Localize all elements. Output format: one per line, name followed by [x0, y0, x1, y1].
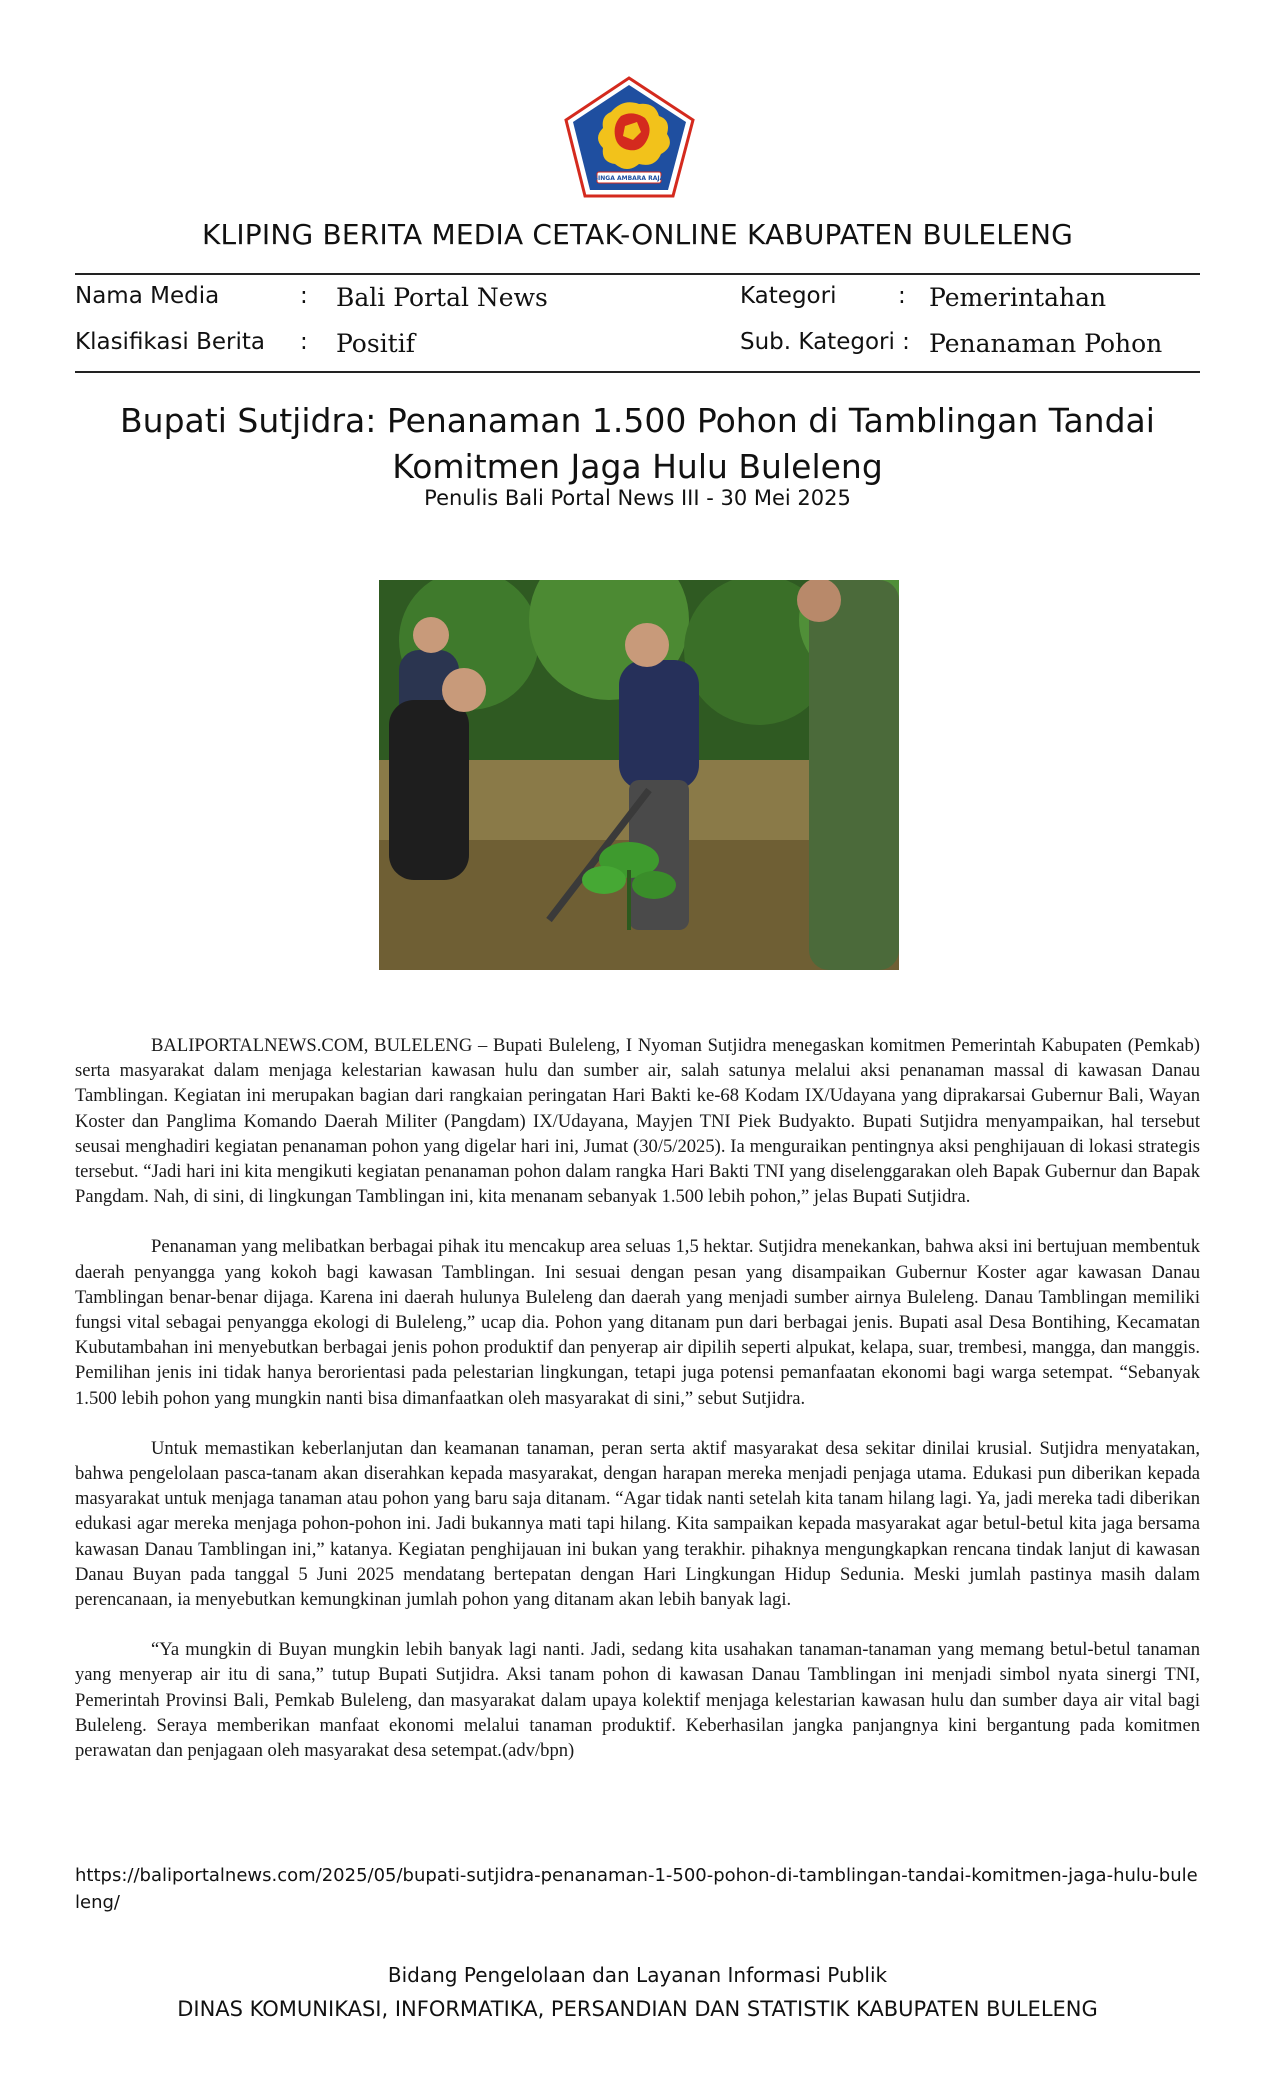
media-colon: : [300, 283, 308, 309]
category-colon: : [898, 283, 906, 309]
emblem-icon [563, 76, 696, 198]
article-paragraph: Untuk memastikan keberlanjutan dan keamanan tanaman, peran serta aktif masyarakat desa sekitar dinilai krusial. Sutjidra menyatakan, bahwa pengelolaan pasca-tanam akan diserahkan kepada masyarakat, dengan harapan mereka menjadi penjaga utama. Edukasi pun diberikan kepada masyarakat untuk menjaga tanaman atau pohon yang baru saja ditanam. “Agar tidak nanti setelah kita tanam hilang lagi. Ya, jadi mereka tadi diberikan edukasi agar mereka menjaga pohon-pohon ini. Jadi bukannya mati tapi hilang. Kita sampaikan kepada masyarakat agar betul-betul kita jaga bersama kawasan Danau Tamblingan ini,” katanya. Kegiatan penghijauan ini bukan yang terakhir. pihaknya mengungkapkan rencana tindak lanjut di kawasan Danau Buyan pada tanggal 5 Juni 2025 mendatang bertepatan dengan Hari Lingkungan Hidup Sedunia. Meski jumlah pastinya masih dalam perencanaan, ia menyebutkan kemungkinan jumlah pohon yang ditanam akan lebih banyak lagi. [75, 1437, 1200, 1611]
footer-agency: DINAS KOMUNIKASI, INFORMATIKA, PERSANDIAN DAN STATISTIK KABUPATEN BULELENG [177, 1997, 1098, 2021]
article-paragraph: BALIPORTALNEWS.COM, BULELENG – Bupati Buleleng, I Nyoman Sutjidra menegaskan komitmen Pemerintah Kabupaten (Pemkab) serta masyarakat dalam menjaga kelestarian kawasan hulu dan sumber air, salah satunya melalui aksi penanaman massal di kawasan Danau Tamblingan. Kegiatan ini merupakan bagian dari rangkaian peringatan Hari Bakti ke-68 Kodam IX/Udayana yang diprakarsai Gubernur Bali, Wayan Koster dan Panglima Komando Daerah Militer (Pangdam) IX/Udayana, Mayjen TNI Piek Budyakto. Bupati Sutjidra menyampaikan, hal tersebut seusai menghadiri kegiatan penanaman pohon yang digelar hari ini, Jumat (30/5/2025). Ia menguraikan pentingnya aksi penghijauan di lokasi strategis tersebut. “Jadi hari ini kita mengikuti kegiatan penanaman pohon dalam rangka Hari Bakti TNI yang diselenggarakan oleh Bapak Gubernur dan Bapak Pangdam. Nah, di sini, di lingkungan Tamblingan ini, kita menanam sebanyak 1.500 lebih pohon,” jelas Bupati Sutjidra. [75, 1035, 1200, 1208]
subcategory-value: Penanaman Pohon [929, 329, 1163, 358]
source-url: https://baliportalnews.com/2025/05/bupati-sutjidra-penanaman-1-500-pohon-di-tamblingan-tandai-komitmen-jaga-hulu-buleleng/ [75, 1865, 1198, 1913]
subcategory-label: Sub. Kategori : [740, 329, 910, 355]
article-byline: Penulis Bali Portal News III - 30 Mei 2025 [424, 486, 851, 510]
classification-colon: : [300, 329, 308, 355]
classification-value: Positif [336, 329, 415, 358]
buleleng-emblem-logo [563, 76, 696, 198]
category-value: Pemerintahan [929, 283, 1107, 312]
media-label: Nama Media [75, 283, 220, 309]
top-divider [75, 273, 1200, 275]
bottom-divider [75, 371, 1200, 373]
article-photo [379, 580, 899, 970]
article-paragraph: Penanaman yang melibatkan berbagai pihak itu mencakup area seluas 1,5 hektar. Sutjidra menekankan, bahwa aksi ini bertujuan membentuk daerah penyangga yang kokoh bagi kawasan Tamblingan. Ini sesuai dengan pesan yang disampaikan Gubernur Koster agar kawasan Danau Tamblingan benar-benar dijaga. Karena ini daerah hulunya Buleleng dan daerah yang menjadi sumber airnya Buleleng. Danau Tamblingan memiliki fungsi vital sebagai penyangga ekologi di Buleleng,” ucap dia. Pohon yang ditanam pun dari berbagai jenis. Bupati asal Desa Bontihing, Kecamatan Kubutambahan ini menyebutkan berbagai jenis pohon produktif dan penyerap air dipilih seperti alpukat, kelapa, suar, trembesi, mangga, dan manggis. Pemilihan jenis ini tidak hanya berorientasi pada pelestarian lingkungan, tetapi juga potensi pemanfaatan ekonomi bagi warga setempat. “Sebanyak 1.500 lebih pohon yang mungkin nanti bisa dimanfaatkan oleh masyarakat di sini,” sebut Sutjidra. [75, 1236, 1200, 1409]
logo-caption: SINGA AMBARA RAJA [593, 175, 665, 182]
masthead-title: KLIPING BERITA MEDIA CETAK-ONLINE KABUPATEN BULELENG [201, 218, 1073, 251]
footer-division: Bidang Pengelolaan dan Layanan Informasi Publik [387, 1963, 888, 1987]
category-label: Kategori [740, 283, 837, 309]
media-value: Bali Portal News [336, 283, 548, 312]
article-paragraph: “Ya mungkin di Buyan mungkin lebih banyak lagi nanti. Jadi, sedang kita usahakan tanaman-tanaman yang memang betul-betul tanaman yang menyerap air itu di sana,” tutup Bupati Sutjidra. Aksi tanam pohon di kawasan Danau Tamblingan ini menjadi simbol nyata sinergi TNI, Pemerintah Provinsi Bali, Pemkab Buleleng, dan masyarakat dalam upaya kolektif menjaga kelestarian kawasan hulu dan sumber daya air vital bagi Buleleng. Seraya memberikan manfaat ekonomi melalui tanaman produktif. Keberhasilan jangka panjangnya kini bergantung pada komitmen perawatan dan penjagaan oleh masyarakat desa setempat.(adv/bpn) [75, 1639, 1200, 1762]
article-body [75, 1033, 1200, 1788]
article-title: Bupati Sutjidra: Penanaman 1.500 Pohon di Tamblingan Tandai Komitmen Jaga Hulu Buleleng [120, 401, 1155, 486]
classification-label: Klasifikasi Berita [75, 329, 266, 355]
